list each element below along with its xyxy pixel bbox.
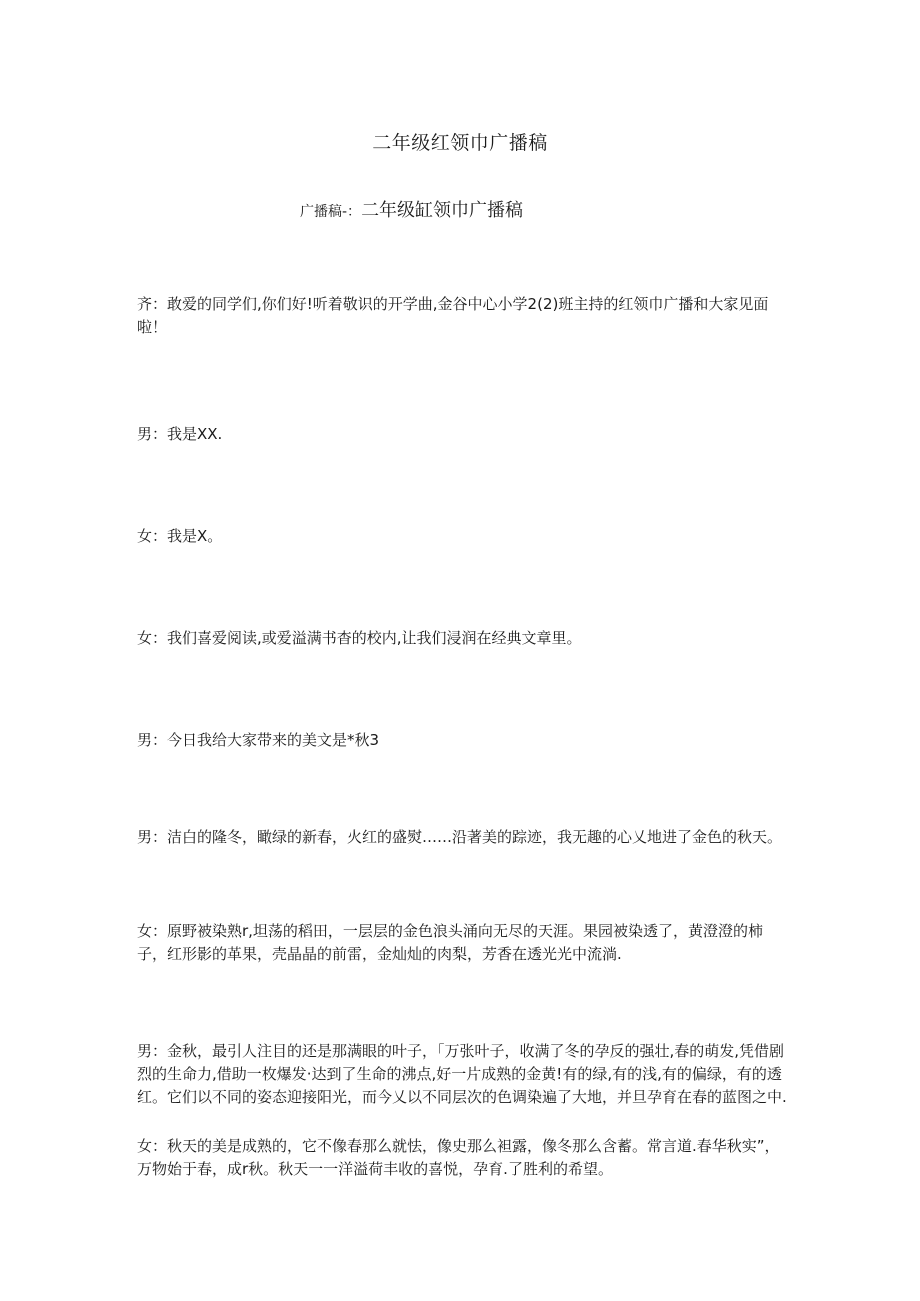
paragraph-greeting: 齐：敢爱的同学们,你们好!听着敬识的开学曲,金谷中心小学2(2)班主持的红领巾广播和大家见面啦！ (137, 295, 769, 336)
paragraph-reading-intro: 女：我们喜爱阅读,或爱溢满书杳的校内,让我们浸润在经典文章里。 (137, 629, 582, 647)
subtitle-lead: 广播稿-： (300, 204, 362, 220)
paragraph-host-male: 男：我是XX. (137, 425, 223, 443)
paragraph-autumn-fields: 女：原野被染熟r,坦荡的稻田，一层层的金色浪头涌向无尽的天涯。果园被染透了，黄澄澄的柿子，红形影的革果，壳晶晶的前雷，金灿灿的肉梨，芳香在透光光中流淌. (137, 922, 763, 963)
document-title: 二年级红领巾广播稿 (372, 132, 548, 154)
paragraph-autumn-intro: 男：洁白的隆冬，瞰绿的新春，火红的盛熨……沿著美的踪迹，我无趣的心乂地进了金色的秋天。 (137, 828, 783, 846)
subtitle-main: 二年级缸领巾广播稿 (361, 200, 524, 221)
paragraph-host-female: 女：我是X。 (137, 527, 223, 545)
document-subtitle (300, 196, 523, 222)
paragraph-autumn-leaves: 男：金秋，最引人注目的还是那满眼的叶子，「万张叶子，收满了冬的孕反的强壮,春的萌发,凭借剧烈的生命力,借助一枚爆发·达到了生命的沸点,好一片成熟的金黄!有的绿,有的浅,有的偏绿，有的透红。它们以不同的姿态迎接阳光，而今乂以不同层次的色调染遍了大地，并旦孕育在春的蓝图之中. (137, 1042, 787, 1106)
paragraph-article-title: 男：今日我给大家带来的美文是*秋3 (137, 731, 380, 749)
paragraph-autumn-beauty: 女：秋天的美是成熟的，它不像春那么就怯，像史那么袒露，像冬那么含蓄。常言道.春华秋实”，万物始于春，成r秋。秋天一一洋溢荷丰收的喜悦，孕育.了胜利的希望。 (137, 1137, 780, 1178)
